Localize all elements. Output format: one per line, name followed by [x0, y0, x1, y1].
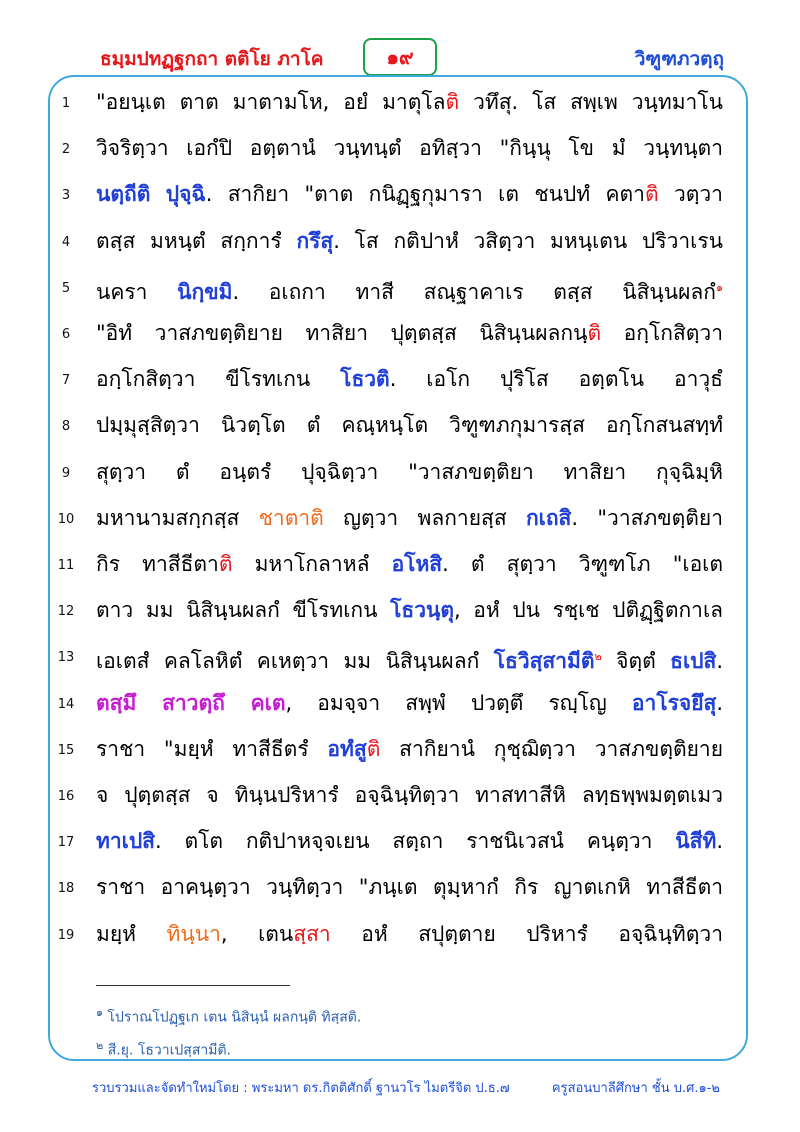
line-number: 17	[57, 835, 75, 851]
line-text	[96, 219, 723, 264]
text-line	[0, 172, 800, 217]
text-segment: ติ	[644, 182, 659, 207]
text-segment: . เอโก ปุริโส อตฺตโน อาวุธํ	[389, 367, 723, 392]
text-segment: มยฺหํ	[96, 921, 167, 946]
text-segment: สฺสา	[293, 921, 331, 946]
text-line	[0, 496, 800, 541]
line-text	[96, 80, 723, 125]
line-text	[96, 634, 723, 684]
text-segment: นตฺถีติ	[96, 182, 151, 207]
text-segment: อโหสิ	[391, 552, 443, 576]
text-line	[0, 403, 800, 448]
text-segment: อกฺโกสิตฺวา	[601, 321, 723, 345]
page-number: ๑๙	[363, 38, 437, 76]
line-text	[96, 357, 723, 402]
text-segment: . ตโต กติปาหจฺจเยน สตฺถา ราชนิเวสนํ คนฺตฺวา	[154, 829, 676, 854]
line-text	[96, 865, 723, 910]
line-text	[96, 727, 723, 772]
footnote-mark: ๑	[96, 1006, 103, 1019]
text-segment: ติ	[366, 736, 381, 761]
text-segment: ปมฺมุสฺสิตฺวา นิวตฺโต ตํ คณฺหนฺโต วิฑูฑภกุมารสฺส อกฺโกสนสทฺทํ	[96, 413, 723, 438]
text-segment: ฺติ	[587, 321, 602, 345]
footnote-divider	[96, 985, 290, 986]
text-segment: วทึสุ	[473, 90, 512, 114]
text-segment: โธวนฺตุ	[390, 598, 454, 623]
line-number: 9	[61, 465, 71, 481]
text-line	[0, 681, 800, 726]
text-segment: นิกฺขมิ	[177, 279, 233, 304]
footnote-ref: ๒	[594, 650, 602, 664]
line-number: 4	[61, 234, 71, 250]
text-segment: ญตฺวา พลกายสฺส	[323, 505, 526, 530]
line-number: 10	[57, 511, 75, 527]
text-segment: อหํ สปุตฺตาย ปริหารํ อจฺฉินฺทิตฺวา	[330, 921, 723, 946]
footer-course: ครูสอนบาลีศึกษา ชั้น บ.ศ.๑-๒	[551, 1081, 720, 1096]
text-segment: , อหํ ปน รชฺเช ปติฏฺฐิตกาเล	[453, 598, 723, 623]
line-text	[96, 681, 723, 726]
text-segment: วตฺวา	[658, 182, 723, 207]
footnote-text: โปราณโปฏฺฐเก เตน นิสินฺนํ ผลกนฺติ ทิสฺสติ.	[102, 1009, 362, 1026]
text-segment: ทินฺนา	[166, 921, 221, 946]
text-segment: ติ	[445, 90, 460, 114]
text-line	[0, 634, 800, 679]
text-segment: มหานามสกฺกสฺส	[96, 505, 259, 530]
text-segment: ตสฺมึ สาวตฺถึ คเต	[96, 690, 286, 715]
footnote-ref: ๑	[716, 280, 723, 294]
line-number: 3	[61, 188, 71, 204]
line-number: 18	[57, 881, 75, 897]
line-text	[96, 126, 723, 171]
text-line	[0, 912, 800, 957]
line-text	[96, 588, 723, 633]
footnote-1	[96, 1003, 361, 1029]
text-segment: สากิยานํ กุชฺฌิตฺวา วาสภขตฺติยาย	[380, 736, 723, 761]
text-line	[0, 357, 800, 402]
text-line	[0, 265, 800, 310]
text-segment: สุตฺวา ตํ อนฺตรํ ปุจฺฉิตฺวา "วาสภขตฺติยา ทาสิยา กุจฺฉิมฺหิ	[96, 459, 723, 484]
text-segment: อทํสู	[327, 736, 367, 761]
page-header	[0, 36, 800, 76]
line-number: 7	[61, 373, 71, 389]
line-text	[96, 773, 723, 818]
text-segment: "อยนฺเต ตาต มาตามโห, อยํ มาตุโล	[96, 90, 446, 114]
text-segment: กรึสุ	[296, 228, 334, 253]
line-text	[96, 311, 723, 356]
line-text	[96, 450, 723, 495]
text-segment: . โส กติปาหํ วสิตฺวา มหนฺเตน ปริวาเรน	[333, 228, 723, 253]
text-segment: กิร ทาสีธีตา	[96, 552, 219, 576]
footnote-text: สี.ยุ. โธวาเปสฺสามีติ.	[103, 1042, 231, 1059]
text-segment: นิสีทิ	[675, 829, 717, 854]
text-segment: เอเตสํ คลโลหิตํ คเหตฺวา มม นิสินฺนผลกํ	[96, 649, 494, 674]
line-number: 12	[57, 604, 75, 620]
line-number: 16	[57, 789, 75, 804]
text-line	[0, 819, 800, 864]
line-text	[96, 912, 723, 957]
text-segment: โธวติ	[340, 367, 390, 392]
text-segment: . "วาสภขตฺติยา	[571, 505, 723, 530]
text-segment	[150, 182, 165, 206]
text-segment: .	[716, 690, 723, 715]
text-segment: ปุจฺฉิ	[165, 182, 206, 207]
text-segment: จิตฺตํ	[601, 649, 671, 674]
line-text	[96, 403, 723, 448]
text-segment: ราชา อาคนฺตฺวา วนฺทิตฺวา "ภนฺเต ตุมฺหากํ กิร ญาตเกหิ ทาสีธีตา	[96, 875, 723, 900]
line-number: 1	[61, 96, 71, 111]
line-number: 19	[57, 927, 75, 943]
book-title: ธมฺมปทฏฺฐกถา ตติโย ภาโค	[100, 48, 324, 70]
line-number: 14	[57, 696, 75, 712]
text-segment: ติ	[218, 552, 233, 576]
line-text	[96, 819, 723, 864]
text-segment: , เตน	[220, 921, 294, 946]
text-segment: นครา	[96, 279, 178, 304]
text-line	[0, 311, 800, 356]
text-segment: ทาเปสิ	[96, 829, 155, 854]
text-segment: .	[716, 829, 723, 854]
text-segment: ชาตาติ	[258, 505, 324, 530]
text-segment: ธเปสิ	[670, 649, 717, 674]
text-segment	[459, 90, 473, 114]
line-text	[96, 496, 723, 541]
text-segment: อาโรจยึสุ	[631, 690, 717, 715]
text-segment: โธวิสฺสามีติ	[493, 649, 595, 674]
text-segment: ตสฺส มหนฺตํ สกฺการํ	[96, 228, 297, 253]
text-segment: . โส สพฺเพ วนฺทมาโน	[511, 90, 723, 114]
line-number: 5	[61, 280, 71, 296]
footer-author: รวบรวมและจัดทำใหม่โดย : พระมหา ดร.กิตติศักดิ์ ฐานวโร ไมตรีจิต ป.ธ.๗	[92, 1081, 510, 1096]
text-segment: อกฺโกสิตฺวา ขีโรทเกน	[96, 367, 341, 392]
text-segment: กเถสิ	[525, 505, 572, 530]
text-line	[0, 450, 800, 495]
chapter-title: วิฑูฑภวตฺถุ	[634, 48, 724, 70]
footnote-2	[96, 1036, 231, 1062]
text-segment: ตาว มม นิสินฺนผลกํ ขีโรทเกน	[96, 598, 391, 623]
text-segment: . สากิยา "ตาต กนิฏฺฐกุมารา เต ชนปทํ คตา	[205, 182, 645, 207]
text-segment: .	[716, 649, 723, 674]
text-line	[0, 865, 800, 910]
text-segment: . อเถกา ทาสี สณฺฐาคาเร ตสฺส นิสินฺนผลกํ	[232, 279, 716, 304]
text-line	[0, 542, 800, 587]
text-line	[0, 727, 800, 772]
line-text	[96, 172, 723, 217]
line-text	[96, 542, 723, 587]
text-segment: . ตํ สุตฺวา วิฑูฑโภ "เอเต	[442, 552, 723, 576]
line-number: 15	[57, 742, 75, 758]
line-number: 8	[61, 419, 71, 435]
text-segment: วิจริตฺวา เอกํปิ อตฺตานํ วนฺทนฺตํ อทิสฺวา "กินฺนุ โข มํ วนฺทนฺตา	[96, 136, 723, 161]
text-line	[0, 126, 800, 171]
text-line	[0, 80, 800, 125]
line-text	[96, 265, 723, 315]
text-segment: , อมจฺจา สพฺพํ ปวตฺตึ รญฺโญ	[285, 690, 632, 715]
text-segment: มหาโกลาหลํ	[232, 552, 392, 576]
text-segment: จ ปุตฺตสฺส จ ทินฺนปริหารํ อจฺฉินฺทิตฺวา ทาสทาสีหิ ลทฺธพฺพมตฺตเมว	[96, 783, 723, 807]
text-line	[0, 773, 800, 818]
footnote-mark: ๒	[96, 1039, 104, 1052]
text-segment: "อิทํ วาสภขตฺติยาย ทาสิยา ปุตฺตสฺส นิสินฺนผลกน	[96, 321, 588, 345]
line-number: 6	[61, 327, 71, 342]
text-line	[0, 219, 800, 264]
page-footer	[0, 1077, 800, 1101]
text-line	[0, 588, 800, 633]
line-number: 11	[57, 558, 75, 573]
line-number: 13	[57, 650, 75, 666]
text-segment: ราชา "มยฺหํ ทาสีธีตรํ	[96, 736, 328, 761]
line-number: 2	[61, 142, 71, 158]
